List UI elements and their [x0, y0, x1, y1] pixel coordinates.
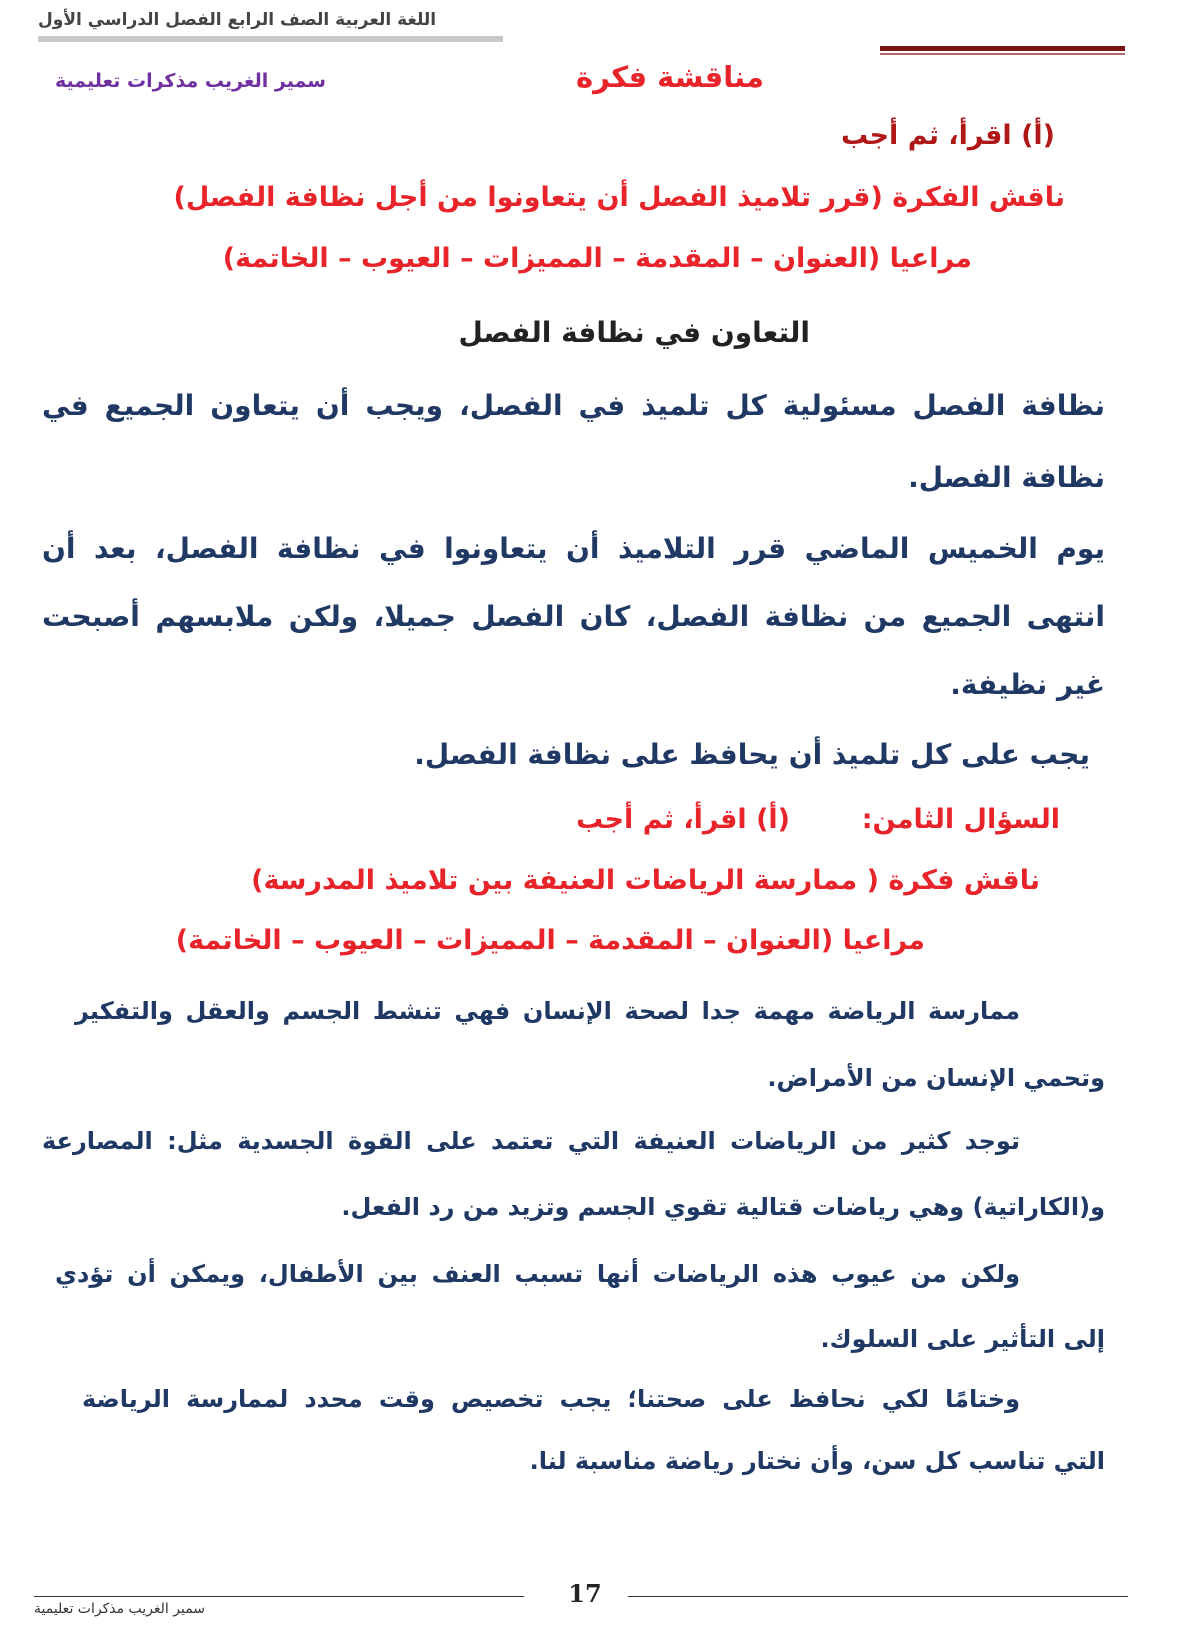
part2-paragraph-line: و(الكاراتية) وهي رياضات قتالية تقوي الجسم وتزيد من رد الفعل.: [341, 1193, 1105, 1221]
part2-paragraph-line: توجد كثير من الرياضات العنيفة التي تعتمد على القوة الجسدية مثل: المصارعة: [42, 1127, 1020, 1155]
part2-paragraph-line: ممارسة الرياضة مهمة جدا لصحة الإنسان فهي تنشط الجسم والعقل والتفكير: [75, 997, 1020, 1025]
part1-paragraph-line: انتهى الجميع من نظافة الفصل، كان الفصل جميلا، ولكن ملابسهم أصبحت: [42, 600, 1105, 633]
section-title: مناقشة فكرة: [576, 60, 764, 94]
part2-paragraph-line: التي تناسب كل سن، وأن نختار رياضة مناسبة لنا.: [529, 1447, 1105, 1475]
footer-rule-left: [34, 1596, 524, 1597]
part1-paragraph-line: نظافة الفصل مسئولية كل تلميذ في الفصل، ويجب أن يتعاون الجميع في: [42, 389, 1105, 422]
part2-paragraph-line: ولكن من عيوب هذه الرياضات أنها تسبب العنف بين الأطفال، ويمكن أن تؤدي: [55, 1260, 1020, 1288]
part1-paragraph-line: يجب على كل تلميذ أن يحافظ على نظافة الفصل.: [414, 738, 1090, 771]
part1-paragraph-line: يوم الخميس الماضي قرر التلاميذ أن يتعاونوا في نظافة الفصل، بعد أن: [42, 532, 1105, 565]
part1-paragraph-line: غير نظيفة.: [950, 668, 1105, 701]
part1-criteria: مراعيا (العنوان – المقدمة – المميزات – العيوب – الخاتمة): [222, 243, 972, 274]
part1-paragraph-line: نظافة الفصل.: [908, 461, 1105, 494]
part2-paragraph-line: إلى التأثير على السلوك.: [820, 1325, 1105, 1353]
footer-rule-right: [628, 1596, 1128, 1597]
part1-task: ناقش الفكرة (قرر تلاميذ الفصل أن يتعاونوا من أجل نظافة الفصل): [173, 182, 1065, 213]
header-rule-left: [38, 36, 503, 42]
part2-paragraph-line: وختامًا لكي نحافظ على صحتنا؛ يجب تخصيص وقت محدد لممارسة الرياضة: [82, 1385, 1020, 1413]
part2-paragraph-line: وتحمي الإنسان من الأمراض.: [767, 1064, 1105, 1092]
part2-task: ناقش فكرة ( ممارسة الرياضات العنيفة بين تلاميذ المدرسة): [251, 865, 1040, 896]
page-number: 17: [568, 1579, 602, 1608]
part1-instruction: (أ) اقرأ، ثم أجب: [841, 120, 1055, 151]
part2-question-label: السؤال الثامن:: [861, 804, 1060, 835]
part2-instruction: (أ) اقرأ، ثم أجب: [576, 804, 790, 835]
header-rule-right: [880, 46, 1125, 51]
header-author: سمير الغريب مذكرات تعليمية: [55, 70, 326, 92]
footer-author: سمير الغريب مذكرات تعليمية: [34, 1601, 206, 1617]
part1-essay-title: التعاون في نظافة الفصل: [458, 316, 810, 349]
header-subject: اللغة العربية الصف الرابع الفصل الدراسي الأول: [38, 10, 437, 30]
part2-criteria: مراعيا (العنوان – المقدمة – المميزات – العيوب – الخاتمة): [175, 925, 925, 956]
